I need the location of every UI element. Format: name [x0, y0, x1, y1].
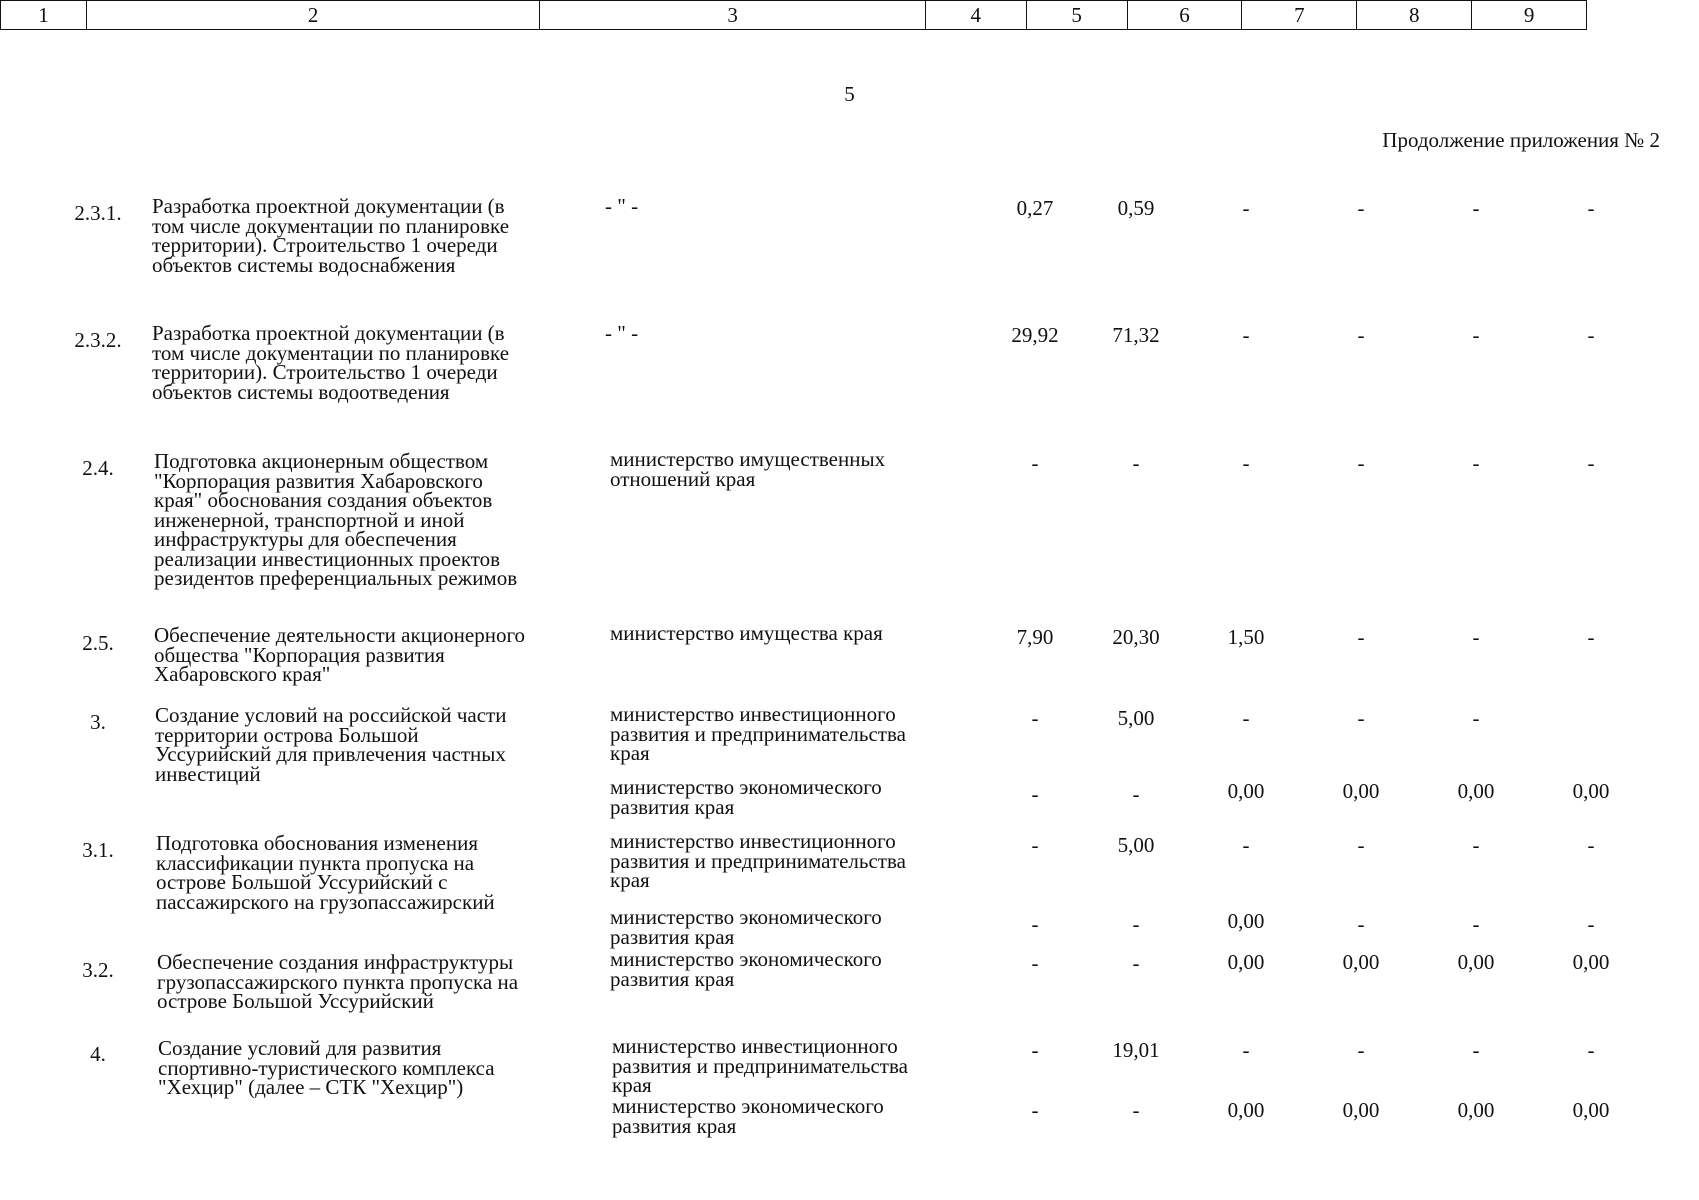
value-cell: 0,00	[1342, 950, 1380, 974]
value-cell: -	[1132, 951, 1140, 975]
value-cell: -	[1357, 706, 1365, 730]
row-number: 2.5.	[82, 631, 114, 655]
value-cell: -	[1587, 912, 1595, 936]
row-number: 2.3.1.	[74, 201, 122, 225]
value-cell: 0,59	[1117, 196, 1155, 220]
value-cell: -	[1132, 451, 1140, 475]
value-cell: 0,00	[1457, 1098, 1495, 1122]
value-cell: -	[1587, 833, 1595, 857]
value-cell: -	[1132, 782, 1140, 806]
value-cell: 0,00	[1227, 950, 1265, 974]
value-cell: 1,50	[1227, 625, 1265, 649]
value-cell: 0,00	[1457, 779, 1495, 803]
value-cell: 0,00	[1572, 779, 1610, 803]
value-cell: -	[1357, 323, 1365, 347]
row-number: 2.4.	[82, 456, 114, 480]
page-number: 5	[844, 82, 855, 106]
table-header	[0, 0, 1587, 30]
value-cell: 0,00	[1572, 950, 1610, 974]
value-cell: 20,30	[1112, 625, 1160, 649]
header-cell: 6	[1127, 1, 1242, 29]
header-cell: 4	[925, 1, 1026, 29]
value-cell: -	[1357, 912, 1365, 936]
row-responsible: министерство имущественных отношений края	[610, 447, 886, 491]
row-description: Обеспечение деятельности акционерного общества "Корпорация развития Хабаровского края"	[154, 623, 526, 686]
value-cell: -	[1031, 1098, 1039, 1122]
header-cell: 9	[1471, 1, 1586, 29]
value-cell: -	[1472, 912, 1480, 936]
value-cell: -	[1031, 451, 1039, 475]
value-cell: -	[1242, 706, 1250, 730]
value-cell: -	[1472, 706, 1480, 730]
row-responsible: министерство экономического развития края	[612, 1094, 884, 1138]
value-cell: -	[1242, 833, 1250, 857]
value-cell: -	[1031, 782, 1039, 806]
value-cell: 0,00	[1227, 779, 1265, 803]
row-responsible: министерство инвестиционного развития и предпринимательства края	[610, 702, 906, 765]
value-cell: -	[1472, 323, 1480, 347]
row-responsible: министерство экономического развития края	[610, 775, 882, 819]
value-cell: -	[1357, 833, 1365, 857]
row-number: 3.	[90, 710, 106, 734]
row-number: 2.3.2.	[74, 328, 122, 352]
row-responsible: министерство экономического развития края	[610, 905, 882, 949]
value-cell: 5,00	[1117, 833, 1155, 857]
value-cell: -	[1587, 625, 1595, 649]
value-cell: 0,00	[1572, 1098, 1610, 1122]
row-number: 3.2.	[82, 958, 114, 982]
value-cell: -	[1357, 625, 1365, 649]
row-description: Разработка проектной документации (в том числе документации по планировке территории). Строительство 1 очереди объектов системы водоснабжения	[152, 194, 510, 277]
value-cell: -	[1132, 912, 1140, 936]
row-responsible: министерство имущества края	[610, 621, 883, 645]
row-description: Обеспечение создания инфраструктуры грузопассажирского пункта пропуска на острове Большой Уссурийский	[157, 950, 519, 1013]
value-cell: 0,00	[1457, 950, 1495, 974]
row-description: Создание условий для развития спортивно-туристического комплекса "Хехцир" (далее – СТК "Хехцир")	[158, 1036, 495, 1099]
row-number: 3.1.	[82, 838, 114, 862]
row-description: Подготовка акционерным обществом "Корпорация развития Хабаровского края" обоснования создания объектов инженерной, транспортной и иной инфраструктуры для обеспечения реализации инвестиционных проектов резидентов преференциальных режимов	[154, 449, 518, 590]
value-cell: -	[1357, 451, 1365, 475]
value-cell: -	[1472, 451, 1480, 475]
row-description: Создание условий на российской части территории острова Большой Уссурийский для привлечения частных инвестиций	[155, 703, 507, 786]
value-cell: 0,00	[1342, 779, 1380, 803]
value-cell: -	[1587, 196, 1595, 220]
row-responsible: министерство инвестиционного развития и предпринимательства края	[612, 1034, 908, 1097]
value-cell: -	[1472, 625, 1480, 649]
value-cell: -	[1031, 951, 1039, 975]
value-cell: -	[1242, 323, 1250, 347]
value-cell: 0,27	[1016, 196, 1054, 220]
row-number: 4.	[90, 1042, 106, 1066]
value-cell: -	[1587, 323, 1595, 347]
row-responsible: министерство инвестиционного развития и предпринимательства края	[610, 829, 906, 892]
value-cell: -	[1031, 912, 1039, 936]
value-cell: -	[1357, 1038, 1365, 1062]
value-cell: 5,00	[1117, 706, 1155, 730]
value-cell: -	[1242, 196, 1250, 220]
header-cell: 8	[1356, 1, 1471, 29]
header-cell: 1	[38, 2, 49, 27]
row-description: Разработка проектной документации (в том числе документации по планировке территории). Строительство 1 очереди объектов системы водоотведения	[152, 321, 510, 404]
value-cell: 0,00	[1227, 909, 1265, 933]
value-cell: -	[1031, 706, 1039, 730]
row-responsible: - " -	[605, 194, 639, 218]
value-cell: -	[1242, 451, 1250, 475]
value-cell: -	[1472, 196, 1480, 220]
value-cell: -	[1242, 1038, 1250, 1062]
value-cell: -	[1472, 1038, 1480, 1062]
header-cell: 2	[86, 1, 539, 29]
value-cell: 7,90	[1016, 625, 1054, 649]
value-cell: -	[1031, 1038, 1039, 1062]
value-cell: -	[1587, 451, 1595, 475]
value-cell: 29,92	[1011, 323, 1059, 347]
value-cell: 0,00	[1227, 1098, 1265, 1122]
row-description: Подготовка обоснования изменения классификации пункта пропуска на острове Большой Уссурийский с пассажирского на грузопассажирский	[156, 831, 495, 914]
header-cell: 5	[1026, 1, 1127, 29]
row-responsible: - " -	[605, 321, 639, 345]
value-cell: -	[1472, 833, 1480, 857]
row-responsible: министерство экономического развития края	[610, 947, 882, 991]
continuation-label: Продолжение приложения № 2	[1382, 128, 1660, 152]
value-cell: 0,00	[1342, 1098, 1380, 1122]
value-cell: -	[1031, 833, 1039, 857]
header-cell: 7	[1241, 1, 1356, 29]
value-cell: -	[1587, 1038, 1595, 1062]
value-cell: 19,01	[1112, 1038, 1160, 1062]
value-cell: -	[1357, 196, 1365, 220]
value-cell: -	[1132, 1098, 1140, 1122]
value-cell: 71,32	[1112, 323, 1160, 347]
header-cell: 3	[539, 1, 925, 29]
